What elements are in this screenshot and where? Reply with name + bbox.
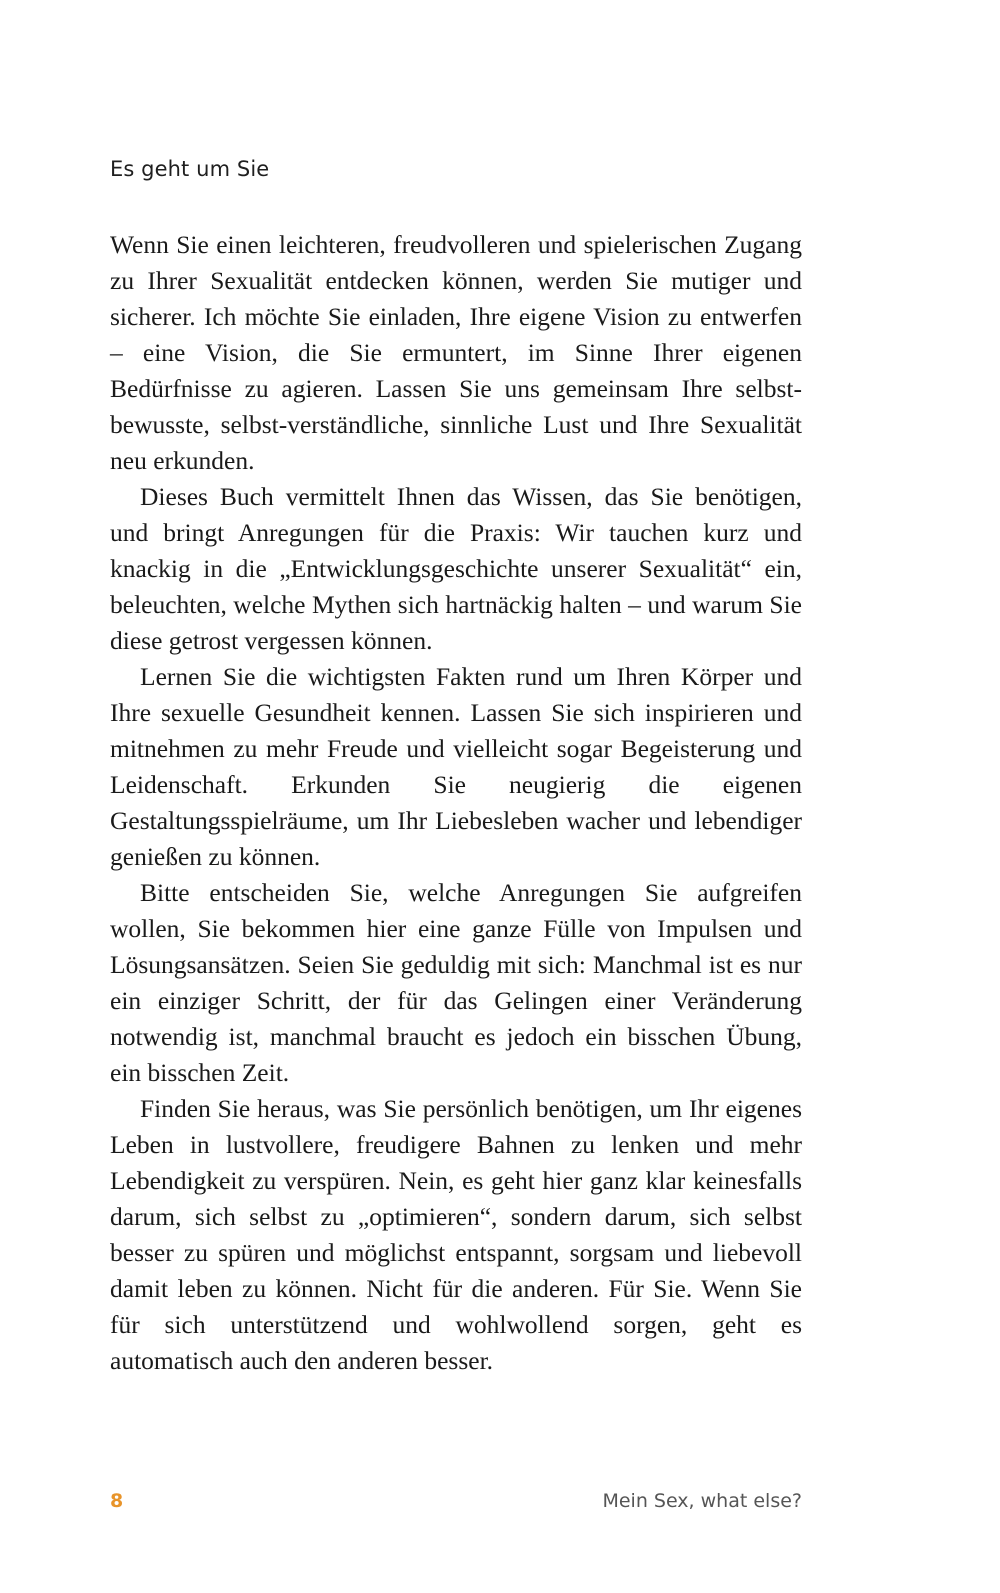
paragraph-1: Wenn Sie einen leichteren, freudvolleren und spielerischen Zugang zu Ihrer Sexualität entdecken können, werden Sie mutiger und sicherer. Ich möchte Sie einladen, Ihre eigene Vision zu entwerfen – eine Vision, die Sie ermuntert, im Sinne Ihrer eigenen Bedürfnisse zu agieren. Lassen Sie uns gemeinsam Ihre selbst-bewusste, selbst-verständliche, sinnliche Lust und Ihre Sexualität neu erkunden. [110, 230, 802, 475]
paragraph-4: Bitte entscheiden Sie, welche Anregungen Sie aufgreifen wollen, Sie bekommen hier eine ganze Fülle von Impulsen und Lösungsansätzen. Seien Sie geduldig mit sich: Manchmal ist es nur ein einziger Schritt, der für das Gelingen einer Veränderung notwendig ist, manchmal braucht es jedoch ein bisschen Übung, ein bisschen Zeit. [110, 878, 802, 1087]
body-text [110, 227, 802, 1379]
paragraph-3: Lernen Sie die wichtigsten Fakten rund um Ihren Körper und Ihre sexuelle Gesundheit kennen. Lassen Sie sich inspirieren und mitnehmen zu mehr Freude und vielleicht sogar Begeisterung und Leidenschaft. Erkunden Sie neugierig die eigenen Gestaltungsspielräume, um Ihr Liebesleben wacher und lebendiger genießen zu können. [110, 662, 802, 871]
paragraph-5: Finden Sie heraus, was Sie persönlich benötigen, um Ihr eigenes Leben in lustvollere, freudigere Bahnen zu lenken und mehr Lebendigkeit zu verspüren. Nein, es geht hier ganz klar keinesfalls darum, sich selbst zu „optimieren“, sondern darum, sich selbst besser zu spüren und möglichst entspannt, sorgsam und liebevoll damit leben zu können. Nicht für die anderen. Für Sie. Wenn Sie für sich unterstützend und wohlwollend sorgen, geht es automatisch auch den anderen besser. [110, 1094, 802, 1375]
paragraph-2: Dieses Buch vermittelt Ihnen das Wissen, das Sie benötigen, und bringt Anregungen für die Praxis: Wir tauchen kurz und knackig in die „Entwicklungsgeschichte unserer Sexualität“ ein, beleuchten, welche Mythen sich hartnäckig halten – und warum Sie diese getrost vergessen können. [110, 482, 802, 655]
section-heading: Es geht um Sie [110, 157, 270, 181]
running-title: Mein Sex, what else? [602, 1490, 802, 1512]
page-number: 8 [110, 1490, 124, 1512]
